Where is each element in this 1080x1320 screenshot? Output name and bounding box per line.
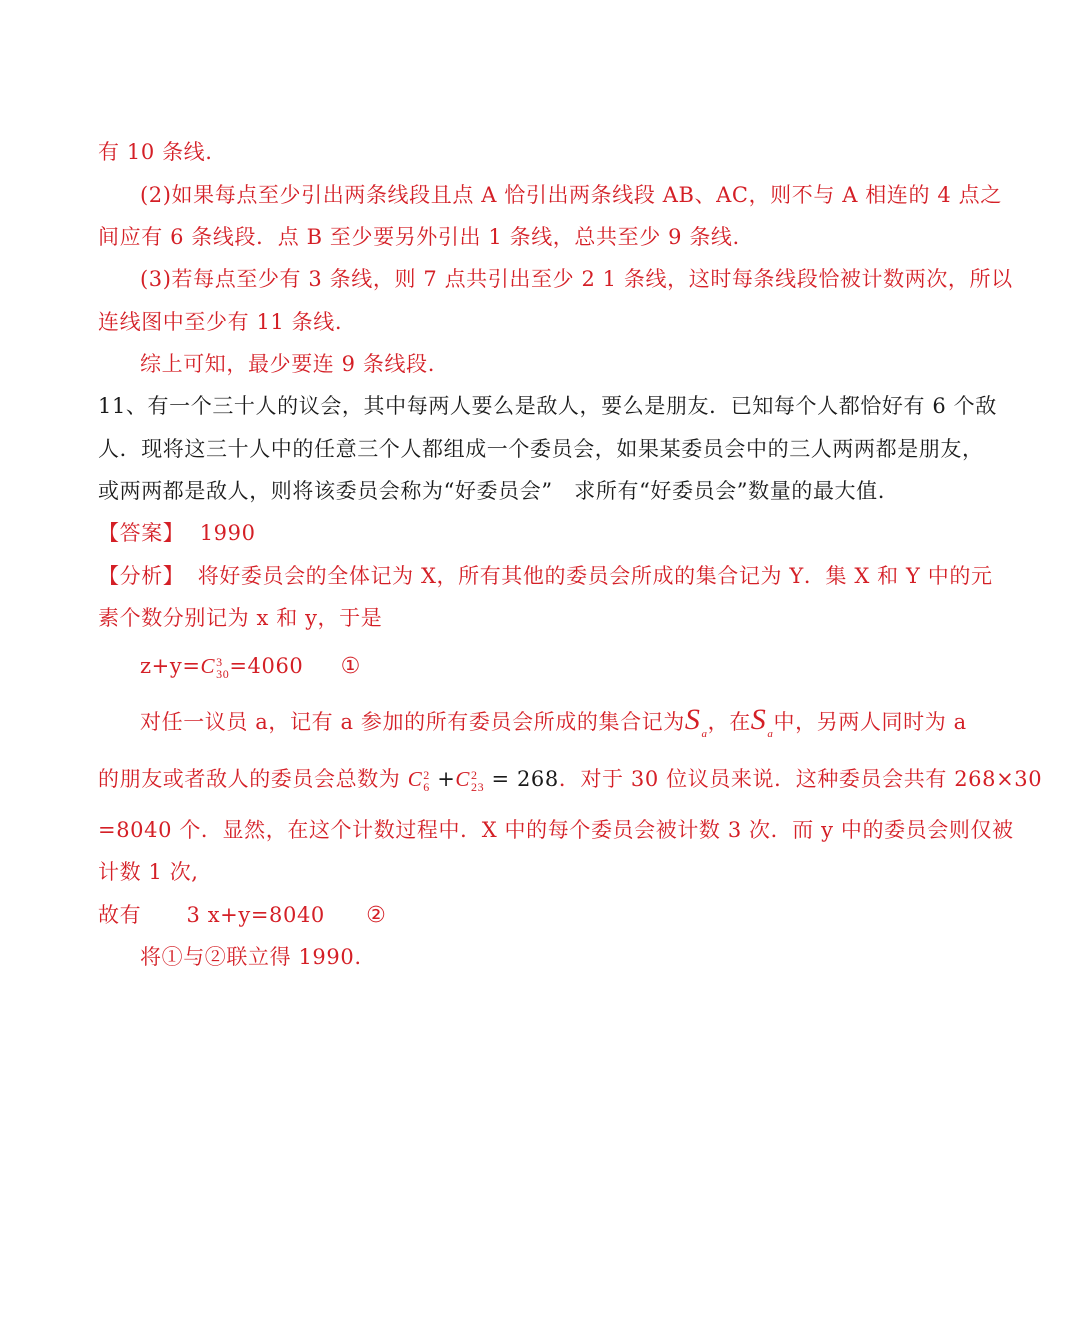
paragraph-2	[98, 765, 1043, 795]
therefore-label: 故有	[98, 903, 142, 927]
s-sub-2: a	[767, 728, 774, 740]
eq1-left: z+y=	[140, 654, 201, 678]
equation-1	[140, 652, 1000, 681]
p2-text-b: ．对于 30 位议员来说．这种委员会共有 268×30	[558, 767, 1043, 791]
question-line-3: 或两两都是敌人，则将该委员会称为“好委员会” 求所有“好委员会”数量的最大值.	[98, 479, 886, 503]
paragraph-1	[140, 703, 1000, 748]
s-a-symbol-1	[684, 703, 708, 740]
text-line-3: 间应有 6 条线段．点 B 至少要另外引出 1 条线，总共至少 9 条线.	[98, 225, 740, 249]
answer-value: 1990	[199, 521, 256, 545]
p2-combination-1	[408, 765, 430, 793]
p2-combination-2	[455, 765, 484, 793]
s-letter-2: S	[750, 703, 767, 736]
p2-equals: = 268	[491, 767, 559, 791]
s-a-symbol-2	[750, 703, 774, 740]
question-line-2: 人．现将这三十人中的任意三个人都组成一个委员会，如果某委员会中的三人两两都是朋友，	[98, 437, 984, 461]
eq1-right: =4060	[229, 654, 304, 678]
p2-sup1: 2	[423, 768, 430, 783]
text-line-2: (2)如果每点至少引出两条线段且点 A 恰引出两条线段 AB、AC，则不与 A 相连的 4 点之	[140, 183, 1002, 207]
p2-indices-2	[471, 769, 484, 793]
paragraph-3: =8040 个．显然，在这个计数过程中．X 中的每个委员会被计数 3 次．而 y 中的委员会则仅被	[98, 818, 1014, 842]
p1-text-b: ，在	[707, 710, 751, 734]
eq1-sup: 3	[216, 655, 223, 670]
eq2-mark: ②	[366, 903, 387, 928]
s-letter: S	[684, 703, 701, 736]
eq1-indices	[216, 656, 229, 680]
p2-plus: +	[437, 767, 456, 791]
p2-indices-1	[423, 769, 430, 793]
p2-sub1: 6	[423, 780, 430, 795]
eq1-mark: ①	[340, 654, 361, 679]
p1-text-c: 中，另两人同时为 a	[773, 710, 967, 734]
p2-c1: C	[407, 767, 423, 791]
analysis-line-1	[98, 562, 998, 590]
eq1-combination	[201, 652, 230, 680]
text-line-5: 连线图中至少有 11 条线.	[98, 310, 343, 334]
answer-line	[98, 519, 998, 547]
final-line: 将①与②联立得 1990.	[140, 945, 362, 969]
p2-text-a: 的朋友或者敌人的委员会总数为	[98, 767, 401, 791]
analysis-label: 【分析】	[98, 564, 185, 588]
text-line-1: 有 10 条线.	[98, 140, 213, 164]
p2-sub2: 23	[471, 780, 485, 795]
therefore-line	[98, 901, 998, 930]
paragraph-4: 计数 1 次,	[98, 860, 199, 884]
question-line-1: 11、有一个三十人的议会，其中每两人要么是敌人，要么是朋友．已知每个人都恰好有 6 个敌	[98, 394, 997, 418]
analysis-line-2: 素个数分别记为 x 和 y，于是	[98, 606, 383, 630]
text-line-4: (3)若每点至少有 3 条线，则 7 点共引出至少 2 1 条线，这时每条线段恰被计数两次，所以	[140, 267, 1013, 291]
eq1-sub: 30	[216, 667, 230, 682]
text-line-6: 综上可知，最少要连 9 条线段.	[140, 352, 435, 376]
p1-text-a: 对任一议员 a，记有 a 参加的所有委员会所成的集合记为	[140, 710, 685, 734]
eq1-c: C	[200, 654, 216, 678]
p2-c2: C	[455, 767, 470, 791]
p2-sup2: 2	[471, 768, 478, 783]
equation-2: 3 x+y=8040	[186, 903, 325, 927]
answer-label: 【答案】	[98, 521, 185, 545]
s-sub: a	[701, 728, 708, 740]
analysis-text-1: 将好委员会的全体记为 X，所有其他的委员会所成的集合记为 Y．集 X 和 Y 中的元	[197, 564, 993, 588]
